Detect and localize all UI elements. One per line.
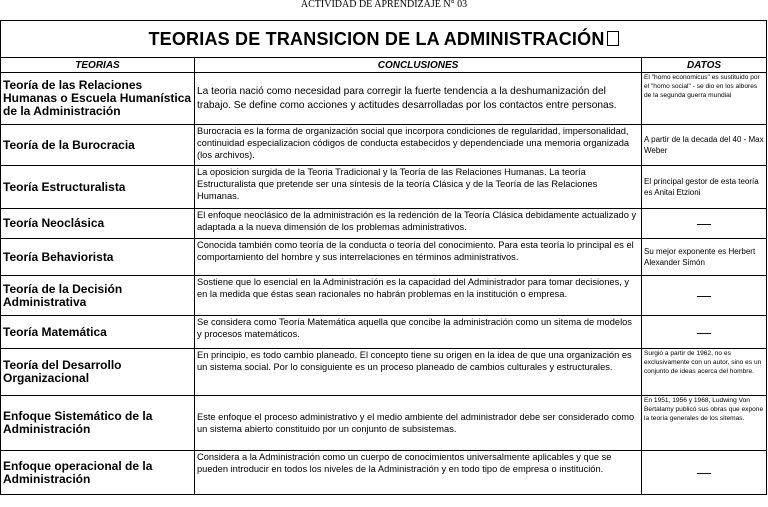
table-row [1,316,767,349]
theory-name: Teoría de la Burocracia [1,125,195,166]
theory-datos: Su mejor exponente es Herbert Alexander Simón [642,239,767,276]
table-row [1,209,767,239]
table-title: TEORIAS DE TRANSICION DE LA ADMINISTRACIÓN [148,28,605,49]
theory-conclusion: La oposicion surgida de la Teoria Tradicional y la Teoría de las Relaciones Humanas. La teoría Estructuralista que pretende ser una síntesis de la teoría Clásica y de la Teoría de las Relaciones Humanas. [195,166,642,209]
theory-datos: A partir de la decada del 40 - Max Weber [642,125,767,166]
theory-datos: — [642,209,767,239]
table-row [1,73,767,125]
theories-table [0,20,767,495]
missing-glyph-box [607,31,619,46]
header-teorias: TEORIAS [1,58,195,73]
table-row [1,349,767,396]
table-row [1,166,767,209]
theory-conclusion: Se considera como Teoría Matemática aquella que concibe la administración como un sitema de modelos y procesos matemáticos. [195,316,642,349]
table-row [1,451,767,495]
theory-datos: El "homo economicus" es sustituido por el "homo social" - se dio en los albores de la segunda guerra mundial [642,73,767,125]
theory-name: Enfoque Sistemático de la Administración [1,396,195,451]
theory-name: Teoría de las Relaciones Humanas o Escuela Humanística de la Administración [1,73,195,125]
theory-datos: En 1951, 1956 y 1968, Ludwing Von Bertalamy publicó sus obras que expone la teoría generales de los sitemas. [642,396,767,451]
theory-conclusion: Conocida también como teoría de la conducta o teoría del conocimiento. Para esta teoría lo principal es el comportamiento del hombre y sus interrelaciones en términos administrativos. [195,239,642,276]
theory-datos: — [642,316,767,349]
activity-caption: ACTIVIDAD DE APRENDIZAJE N° 03 [300,0,468,10]
table-row [1,125,767,166]
theory-conclusion: Considera a la Administración como un cuerpo de conocimientos universalmente aplicables y que se pueden introducir en todos los niveles de la Administración y en todo tipo de empresa o institución. [195,451,642,495]
table-title-cell [1,21,767,58]
theory-datos: El principal gestor de esta teoría es Anitai Etzioni [642,166,767,209]
theory-conclusion: El enfoque neoclásico de la administración es la redención de la Teoría Clásica debidamente actualizado y adaptada a la nueva dimensión de los problemas administrativos. [195,209,642,239]
theory-name: Teoría Neoclásica [1,209,195,239]
theory-name: Teoría Estructuralista [1,166,195,209]
theory-conclusion: En principio, es todo cambio planeado. El concepto tiene su origen en la idea de que una organización es un sistema social. Por lo consiguiente es un proceso planeado de cambios culturales y estructurales. [195,349,642,396]
theory-conclusion: Este enfoque el proceso administrativo y el medio ambiente del administrador debe ser considerado como un sistema abierto constituido por un conjunto de subsistemas. [195,396,642,451]
theory-conclusion: La teoria nació como necesidad para corregir la fuerte tendencia a la deshumanización del trabajo. Se define como acciones y actitudes desarrolladas por los contactos entre personas. [195,73,642,125]
theory-name: Teoría de la Decisión Administrativa [1,276,195,316]
theory-datos: — [642,451,767,495]
theory-datos: — [642,276,767,316]
header-datos: DATOS [642,58,767,73]
theory-name: Enfoque operacional de la Administración [1,451,195,495]
table-row [1,276,767,316]
theory-name: Teoría del Desarrollo Organizacional [1,349,195,396]
table-row [1,396,767,451]
theory-name: Teoría Behaviorista [1,239,195,276]
table-row [1,239,767,276]
theory-datos: Surgió a partir de 1962, no es exclusivamente con un autor, sino es un conjunto de ideas acerca del hombre. [642,349,767,396]
theory-conclusion: Sostiene que lo esencial en la Administración es la capacidad del Administrador para tomar decisiones, y en la medida que éstas sean racionales no habrán problemas en la institución o empresa. [195,276,642,316]
theory-conclusion: Burocracia es la forma de organización social que incorpora condiciones de regularidad, impersonalidad, continuidad especializacion códigos de conducta estabecidos y dependenciade una memoria organizada (los archivos). [195,125,642,166]
header-conclusiones: CONCLUSIONES [195,58,642,73]
theory-name: Teoría Matemática [1,316,195,349]
